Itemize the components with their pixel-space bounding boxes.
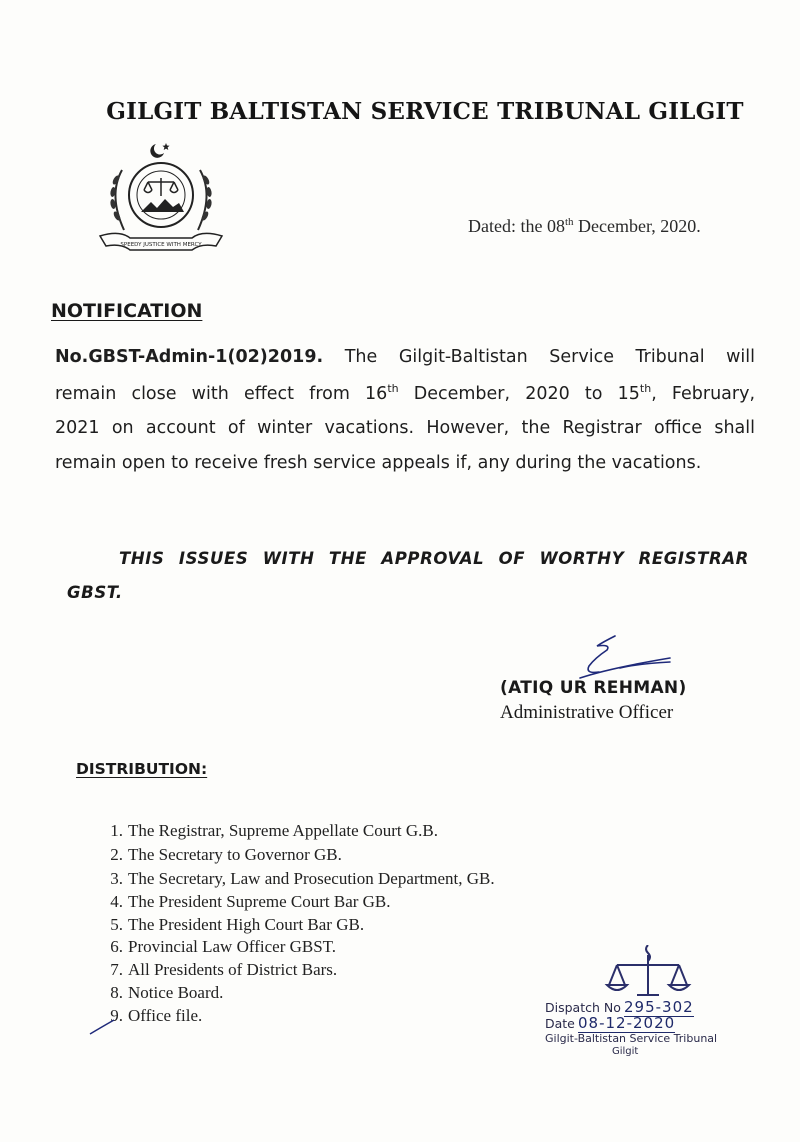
- stamp-organization: Gilgit-Baltistan Service Tribunal: [545, 1032, 718, 1045]
- dispatch-date: Date 08-12-2020: [545, 1014, 676, 1032]
- notification-number: No.GBST-Admin-1(02)2019.: [55, 347, 324, 367]
- notification-line-1: No.GBST-Admin-1(02)2019. The Gilgit-Baltistan Service Tribunal will: [55, 347, 755, 367]
- notification-line-3: 2021 on account of winter vacations. However, the Registrar office shall: [55, 418, 755, 438]
- list-item: 8. Notice Board.: [110, 983, 224, 1002]
- approval-line-2: GBST.: [67, 583, 123, 602]
- list-item: 5. The President High Court Bar GB.: [110, 915, 365, 934]
- signatory-name: (ATIQ UR REHMAN): [500, 678, 687, 698]
- list-item: 2. The Secretary to Governor GB.: [110, 845, 342, 864]
- list-item: 4. The President Supreme Court Bar GB.: [110, 892, 391, 911]
- list-item: 3. The Secretary, Law and Prosecution Department, GB.: [110, 869, 495, 888]
- tribunal-emblem-icon: [96, 140, 226, 260]
- notification-line-2: remain close with effect from 16th December, 2020 to 15th, February,: [55, 382, 756, 404]
- list-item: 9. Office file.: [110, 1006, 203, 1025]
- checkmark-icon: [88, 1014, 128, 1036]
- emblem-motto: SPEEDY JUSTICE WITH MERCY: [120, 242, 202, 248]
- distribution-heading: DISTRIBUTION:: [76, 760, 208, 778]
- approval-line-1: THIS ISSUES WITH THE APPROVAL OF WORTHY REGISTRAR: [119, 549, 749, 568]
- stamp-place: Gilgit: [612, 1046, 639, 1057]
- notification-line-4: remain open to receive fresh service appeals if, any during the vacations.: [55, 453, 702, 473]
- document-title: GILGIT BALTISTAN SERVICE TRIBUNAL GILGIT: [106, 98, 744, 125]
- dispatch-number: Dispatch No 295-302: [545, 998, 694, 1016]
- list-item: 6. Provincial Law Officer GBST.: [110, 937, 337, 956]
- document-date: Dated: the 08th December, 2020.: [468, 216, 701, 236]
- signatory-title: Administrative Officer: [500, 702, 674, 723]
- list-item: 1. The Registrar, Supreme Appellate Court G.B.: [110, 821, 438, 840]
- list-item: 7. All Presidents of District Bars.: [110, 960, 338, 979]
- notification-heading: NOTIFICATION: [51, 300, 203, 322]
